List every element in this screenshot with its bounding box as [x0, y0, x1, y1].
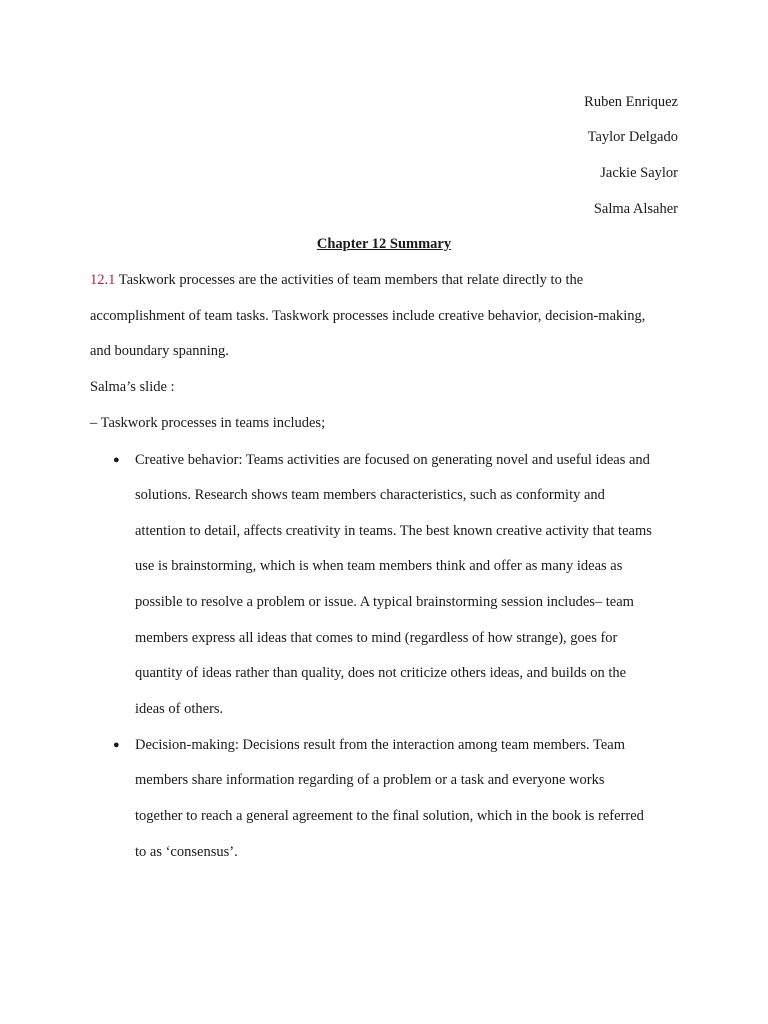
bullet-line: Creative behavior: Teams activities are focused on generating novel and useful ideas and [135, 452, 650, 468]
bullet-line: ideas of others. [135, 701, 224, 717]
bullet-line: members express all ideas that comes to mind (regardless of how strange), goes for [135, 630, 618, 646]
bullet-line: possible to resolve a problem or issue. A typical brainstorming session includes– team [135, 594, 634, 610]
bullet-line: together to reach a general agreement to the final solution, which in the book is referred [135, 808, 644, 824]
list-intro: – Taskwork processes in teams includes; [90, 415, 326, 431]
intro-line: accomplishment of team tasks. Taskwork processes include creative behavior, decision-making, [90, 308, 646, 324]
bullet-line: members share information regarding of a problem or a task and everyone works [135, 772, 605, 788]
bullet-line: to as ‘consensus’. [135, 844, 238, 860]
section-number: 12.1 [90, 272, 116, 288]
bullet-line: Decision-making: Decisions result from the interaction among team members. Team [135, 737, 625, 753]
intro-text: Taskwork processes are the activities of team members that relate directly to the [118, 272, 584, 288]
bullet-icon: ● [113, 739, 120, 751]
bullet-line: solutions. Research shows team members characteristics, such as conformity and [135, 487, 605, 503]
bullet-line: use is brainstorming, which is when team members think and offer as many ideas as [135, 558, 623, 574]
bullet-line: quantity of ideas rather than quality, does not criticize others ideas, and builds on the [135, 665, 627, 681]
bullet-icon: ● [113, 454, 120, 466]
intro-line: and boundary spanning. [90, 343, 229, 359]
document-title: Chapter 12 Summary [316, 236, 452, 252]
bullet-line: attention to detail, affects creativity in teams. The best known creative activity that teams [135, 523, 652, 539]
author-name: Salma Alsaher [593, 201, 678, 217]
intro-line [90, 270, 583, 290]
slide-label: Salma’s slide : [90, 379, 175, 395]
author-name: Taylor Delgado [587, 129, 678, 145]
author-name: Ruben Enriquez [584, 94, 678, 110]
author-name: Jackie Saylor [600, 165, 678, 181]
